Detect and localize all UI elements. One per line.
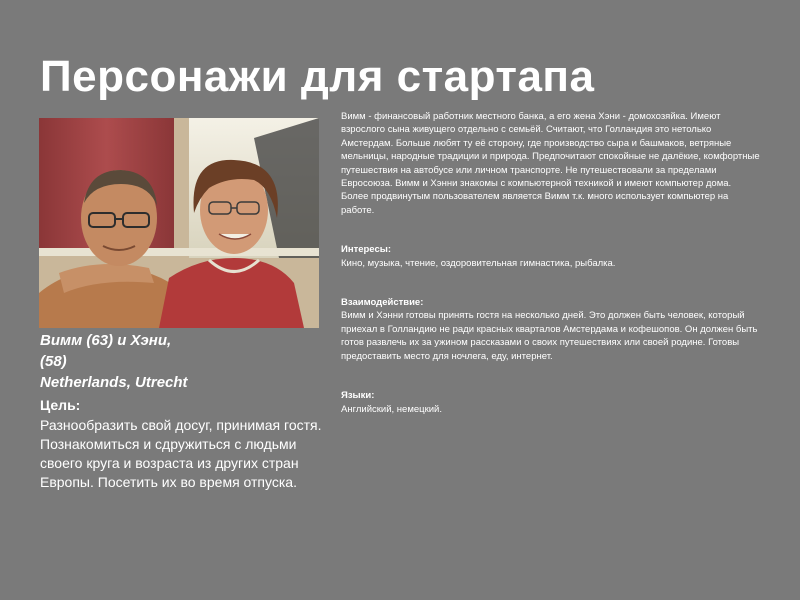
- languages-label: Языки:: [341, 390, 375, 402]
- persona-name-block: [40, 330, 240, 393]
- interests-label: Интересы:: [341, 244, 392, 256]
- persona-photo: [39, 118, 319, 328]
- interests-text: Кино, музыка, чтение, оздоровительная гимнастика, рыбалка.: [341, 257, 616, 269]
- couple-photo-image: [39, 118, 319, 328]
- persona-second-age: (58): [40, 353, 67, 370]
- description-text: Вимм - финансовый работник местного банка, а его жена Хэни - домохозяйка. Имеют взрослого сына живущего отдельно с семьёй. Считают, что Голландия это нетолько Амстердам. Больше любят ту её сторону, где производство сыра и башмаков, ветряные мельницы, народные традиции и природа. Предпочитают спокойные не далёкие, комфортные путешествия на автобусе или личном транспорте. Не путешествовали за пределами Евросоюза. Вимм и Хэнни знакомы с компьютерной техникой и имеют компьютер дома. Более продвинутым пользователем является Вимм т.к. много использует компьютер на работе.: [341, 111, 760, 216]
- persona-details: [341, 110, 761, 442]
- interaction-label: Взаимодействие:: [341, 297, 424, 309]
- languages-section: [341, 389, 761, 416]
- persona-names: Вимм (63) и Хэни,: [40, 332, 172, 349]
- slide-title: Персонажи для стартапа: [40, 52, 595, 101]
- interests-section: [341, 243, 761, 270]
- goal-label: Цель:: [40, 397, 81, 413]
- interaction-text: Вимм и Хэнни готовы принять гостя на несколько дней. Это должен быть человек, который приехал в Голландию не ради красных кварталов Амстердама и кофешопов. Он должен быть готов развлечь их за ужином рассказами о своих путешествиях или своей родине. Готовы предоставить место для ночлега, еду, интернет.: [341, 310, 758, 362]
- description-section: [341, 110, 761, 217]
- languages-text: Английский, немецкий.: [341, 403, 442, 415]
- goal-text: Разнообразить свой досуг, принимая гостя. Познакомиться и сдружиться с людьми своего круга и возраста из других стран Европы. Посетить их во время отпуска.: [40, 417, 322, 490]
- persona-location: Netherlands, Utrecht: [40, 374, 188, 391]
- interaction-section: [341, 296, 761, 363]
